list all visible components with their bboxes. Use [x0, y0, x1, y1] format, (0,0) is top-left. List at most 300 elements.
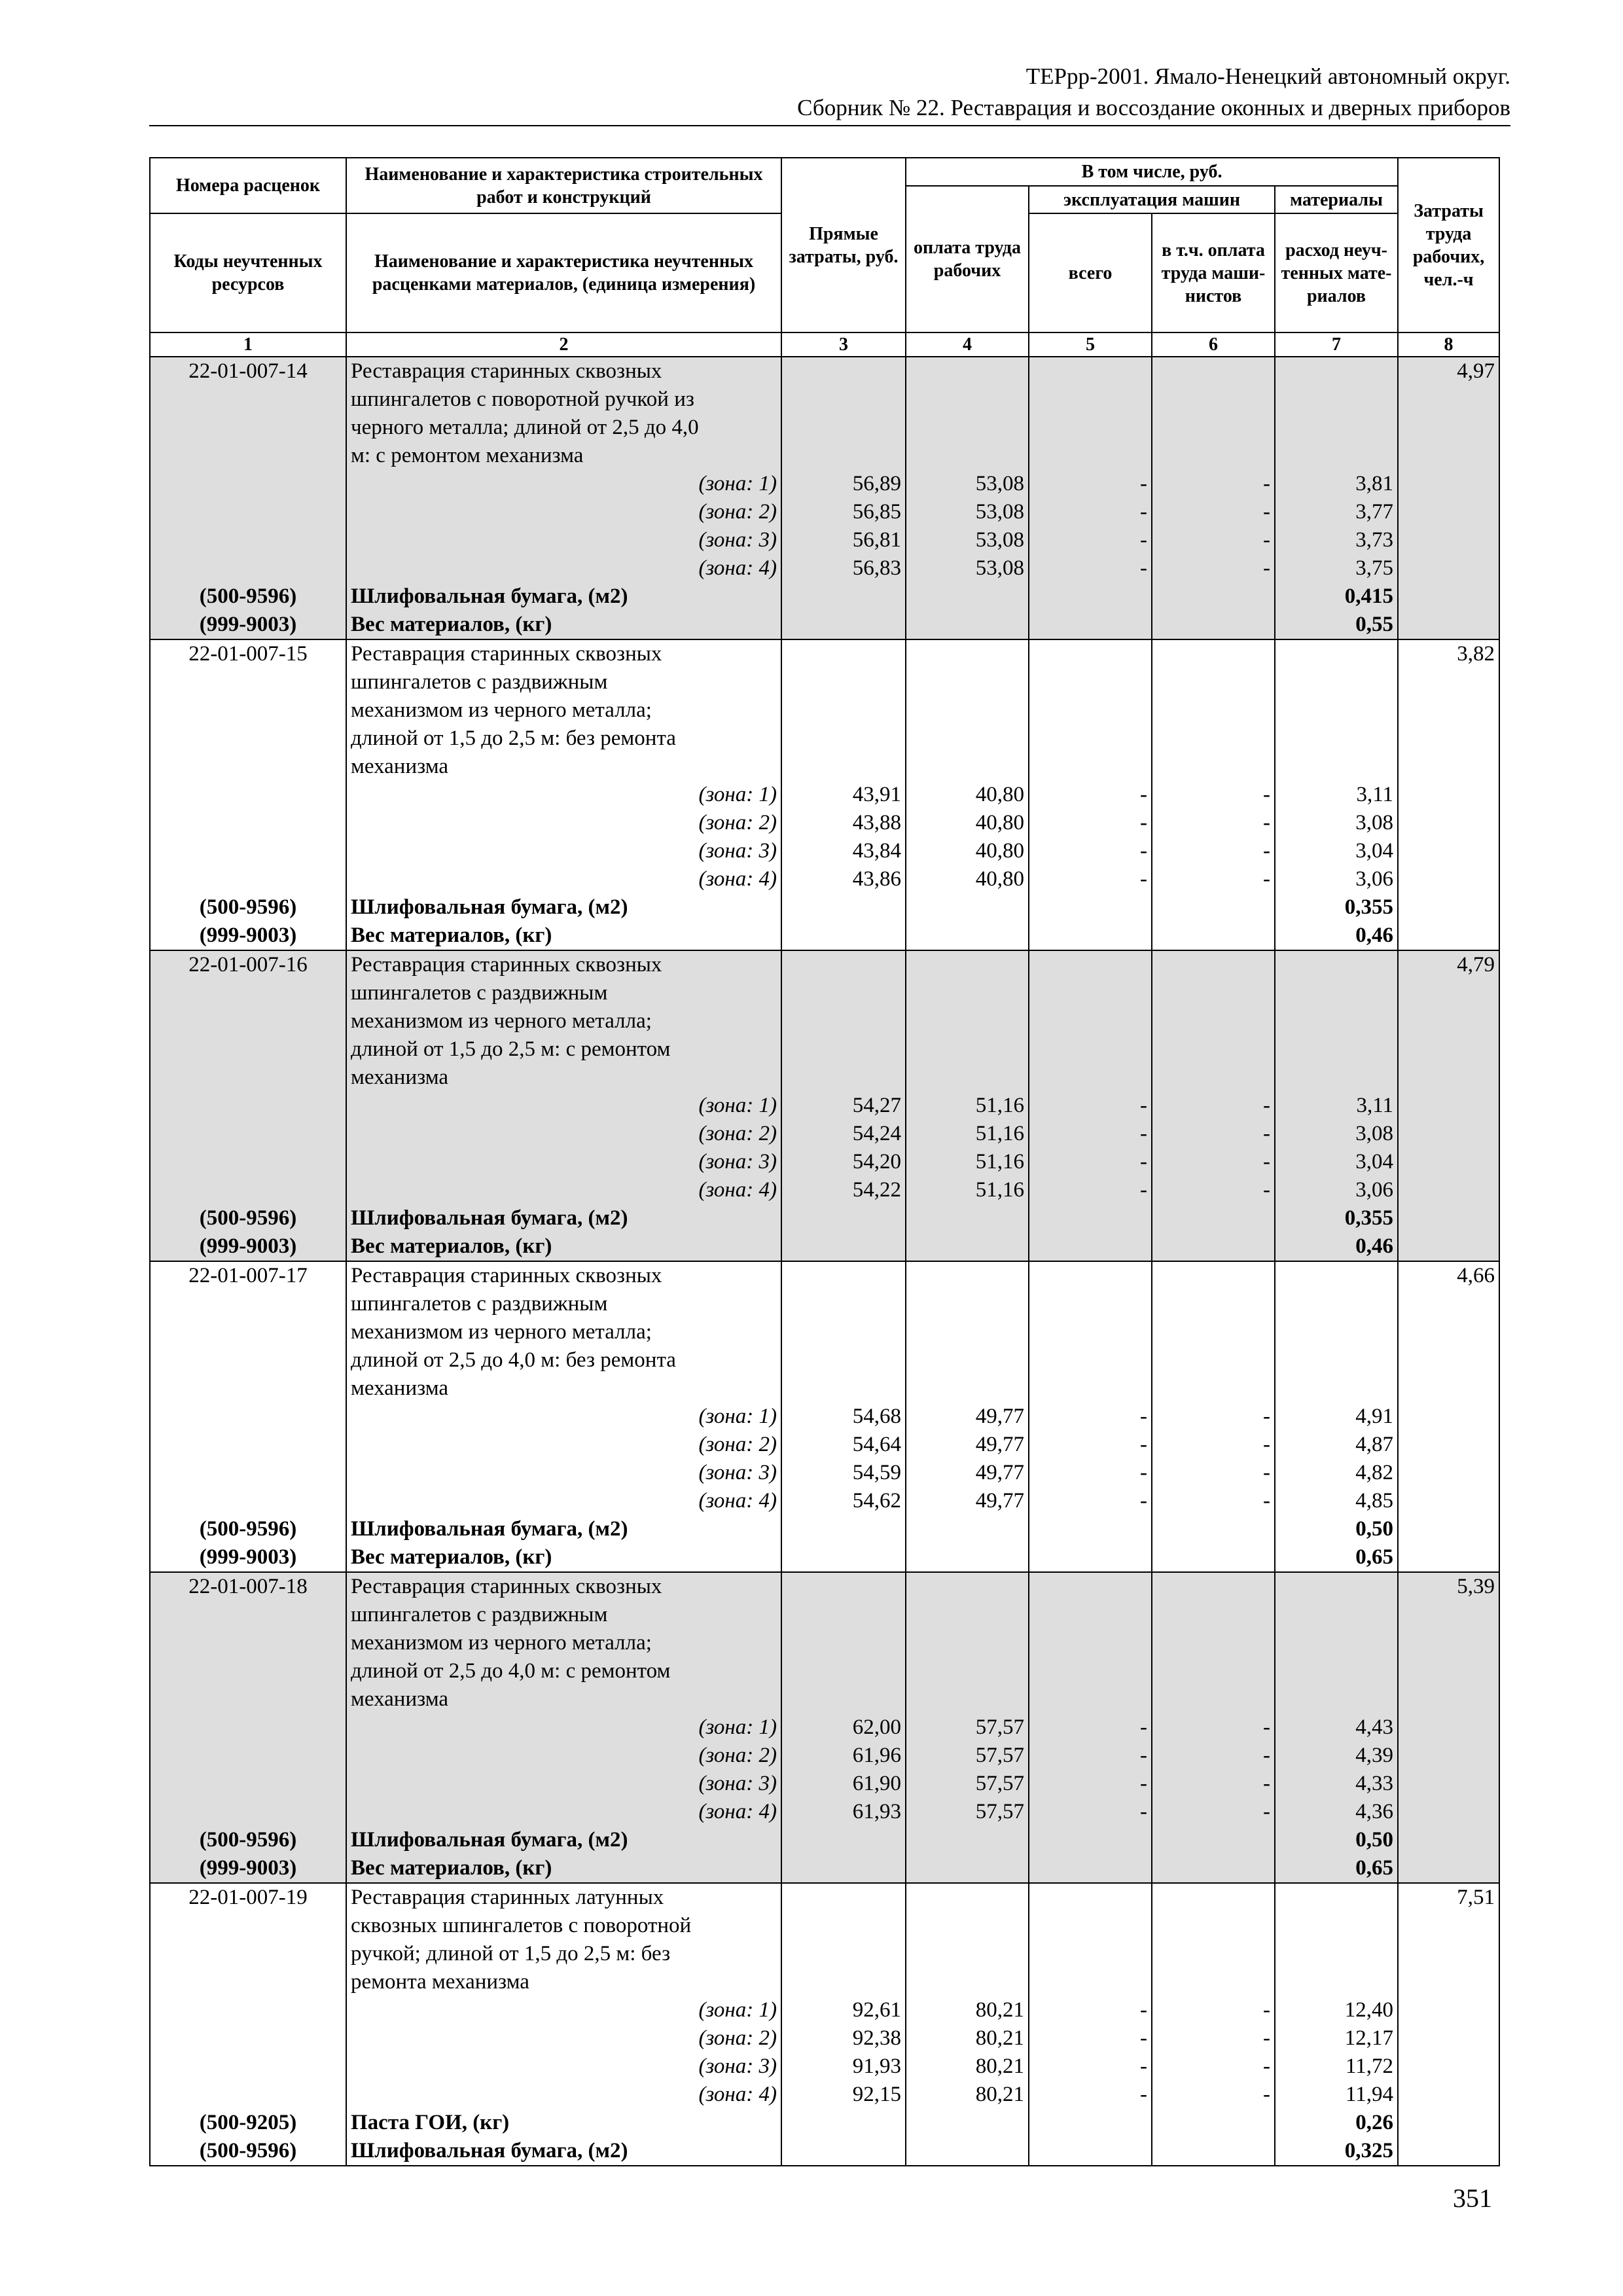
resource-consumption: 0,50: [1275, 1515, 1398, 1543]
empty-cell: [906, 668, 1029, 696]
rate-code: [150, 1685, 346, 1713]
rate-code: [150, 1657, 346, 1685]
rate-code: [150, 442, 346, 470]
empty-cell: [150, 1487, 346, 1515]
direct-costs: 61,93: [781, 1798, 906, 1826]
empty-cell: [150, 1431, 346, 1459]
materials-cost: 4,33: [1275, 1770, 1398, 1798]
empty-cell: [1152, 1204, 1275, 1232]
empty-cell: [781, 1374, 906, 1403]
col-number: 2: [346, 332, 781, 357]
empty-cell: [1398, 554, 1499, 583]
machines-total: -: [1029, 1403, 1152, 1431]
empty-cell: [1398, 1515, 1499, 1543]
zone-label: (зона: 2): [346, 498, 781, 526]
labor-costs: 4,79: [1398, 950, 1499, 979]
zone-price-row: [150, 1459, 1499, 1487]
rate-code: [150, 1035, 346, 1064]
empty-cell: [150, 1176, 346, 1204]
empty-cell: [1152, 611, 1275, 639]
empty-cell: [150, 1798, 346, 1826]
labor-costs: [1398, 386, 1499, 414]
rate-name-line: длиной от 2,5 до 4,0 м: с ремонтом: [346, 1657, 781, 1685]
empty-cell: [781, 725, 906, 753]
empty-cell: [781, 1968, 906, 1996]
empty-cell: [1398, 809, 1499, 837]
empty-cell: [781, 1854, 906, 1883]
materials-cost: 3,75: [1275, 554, 1398, 583]
zone-label: (зона: 1): [346, 1092, 781, 1120]
empty-cell: [1275, 1940, 1398, 1968]
empty-cell: [1152, 1261, 1275, 1290]
machines-total: -: [1029, 1798, 1152, 1826]
empty-cell: [1275, 1685, 1398, 1713]
empty-cell: [1152, 414, 1275, 442]
machinist-pay: -: [1152, 470, 1275, 498]
empty-cell: [1029, 1346, 1152, 1374]
direct-costs: 43,88: [781, 809, 906, 837]
empty-cell: [1152, 1685, 1275, 1713]
machines-total: -: [1029, 1459, 1152, 1487]
empty-cell: [906, 357, 1029, 386]
empty-cell: [781, 611, 906, 639]
labor-costs: 4,66: [1398, 1261, 1499, 1290]
materials-cost: 3,11: [1275, 1092, 1398, 1120]
zone-price-row: [150, 470, 1499, 498]
zone-price-row: [150, 1487, 1499, 1515]
empty-cell: [781, 442, 906, 470]
empty-cell: [150, 1092, 346, 1120]
rate-code: [150, 753, 346, 781]
empty-cell: [1275, 696, 1398, 725]
rate-name-line: сквозных шпингалетов с поворотной: [346, 1912, 781, 1940]
zone-label: (зона: 2): [346, 809, 781, 837]
labor-pay: 40,80: [906, 781, 1029, 809]
labor-costs: [1398, 1629, 1499, 1657]
resource-name: Шлифовальная бумага, (м2): [346, 1204, 781, 1232]
empty-cell: [1029, 1601, 1152, 1629]
rate-code: [150, 1940, 346, 1968]
zone-label: (зона: 3): [346, 526, 781, 554]
resource-name: Шлифовальная бумага, (м2): [346, 1826, 781, 1854]
empty-cell: [781, 1912, 906, 1940]
empty-cell: [1152, 725, 1275, 753]
rate-title-continuation-row: [150, 725, 1499, 753]
labor-costs: [1398, 725, 1499, 753]
labor-costs: [1398, 1940, 1499, 1968]
unaccounted-resource-row: [150, 1826, 1499, 1854]
empty-cell: [1029, 1826, 1152, 1854]
empty-cell: [906, 1374, 1029, 1403]
empty-cell: [1029, 1064, 1152, 1092]
empty-cell: [1398, 1798, 1499, 1826]
direct-costs: 56,85: [781, 498, 906, 526]
rate-code: 22-01-007-16: [150, 950, 346, 979]
rate-code: [150, 1374, 346, 1403]
labor-pay: 80,21: [906, 1996, 1029, 2024]
empty-cell: [781, 1007, 906, 1035]
zone-price-row: [150, 1120, 1499, 1148]
machines-total: -: [1029, 2024, 1152, 2053]
rate-name-line: Реставрация старинных латунных: [346, 1883, 781, 1912]
empty-cell: [906, 1854, 1029, 1883]
empty-cell: [1152, 1629, 1275, 1657]
empty-cell: [906, 1318, 1029, 1346]
th-rate-numbers: Номера расценок: [150, 158, 346, 213]
direct-costs: 43,86: [781, 865, 906, 893]
empty-cell: [906, 1968, 1029, 1996]
zone-label: (зона: 3): [346, 1770, 781, 1798]
unaccounted-resource-row: [150, 1515, 1499, 1543]
unaccounted-resource-row: [150, 583, 1499, 611]
rate-title-continuation-row: [150, 386, 1499, 414]
unaccounted-resource-row: [150, 1854, 1499, 1883]
rate-name-line: длиной от 1,5 до 2,5 м: с ремонтом: [346, 1035, 781, 1064]
direct-costs: 54,68: [781, 1403, 906, 1431]
rate-code: [150, 1912, 346, 1940]
rate-name-line: механизма: [346, 1064, 781, 1092]
empty-cell: [1275, 725, 1398, 753]
direct-costs: 43,84: [781, 837, 906, 865]
labor-pay: 49,77: [906, 1431, 1029, 1459]
empty-cell: [1398, 865, 1499, 893]
resource-consumption: 0,55: [1275, 611, 1398, 639]
empty-cell: [1398, 1854, 1499, 1883]
machinist-pay: -: [1152, 2081, 1275, 2109]
empty-cell: [1152, 1064, 1275, 1092]
rate-title-continuation-row: [150, 1912, 1499, 1940]
rate-title-continuation-row: [150, 1007, 1499, 1035]
empty-cell: [781, 1290, 906, 1318]
labor-costs: [1398, 696, 1499, 725]
zone-price-row: [150, 809, 1499, 837]
rate-title-row: [150, 1261, 1499, 1290]
running-header-title: ТЕРрр-2001. Ямало-Ненецкий автономный округ.: [1026, 63, 1510, 89]
empty-cell: [1029, 922, 1152, 950]
empty-cell: [1029, 893, 1152, 922]
empty-cell: [781, 1685, 906, 1713]
empty-cell: [1398, 1742, 1499, 1770]
machines-total: -: [1029, 1742, 1152, 1770]
unaccounted-resource-row: [150, 1232, 1499, 1261]
th-machine-operation: эксплуатация машин: [1029, 186, 1275, 213]
direct-costs: 43,91: [781, 781, 906, 809]
empty-cell: [1152, 1035, 1275, 1064]
zone-label: (зона: 4): [346, 1176, 781, 1204]
empty-cell: [781, 1572, 906, 1601]
machinist-pay: -: [1152, 1403, 1275, 1431]
rate-title-continuation-row: [150, 979, 1499, 1007]
resource-consumption: 0,355: [1275, 893, 1398, 922]
empty-cell: [1152, 696, 1275, 725]
resource-name: Паста ГОИ, (кг): [346, 2109, 781, 2137]
empty-cell: [781, 2109, 906, 2137]
zone-label: (зона: 3): [346, 2053, 781, 2081]
machinist-pay: -: [1152, 1176, 1275, 1204]
materials-cost: 3,06: [1275, 865, 1398, 893]
empty-cell: [906, 1543, 1029, 1572]
empty-cell: [781, 1940, 906, 1968]
zone-price-row: [150, 1798, 1499, 1826]
labor-pay: 57,57: [906, 1742, 1029, 1770]
empty-cell: [781, 668, 906, 696]
empty-cell: [1152, 979, 1275, 1007]
resource-name: Шлифовальная бумага, (м2): [346, 893, 781, 922]
empty-cell: [1152, 753, 1275, 781]
empty-cell: [906, 1912, 1029, 1940]
rate-title-continuation-row: [150, 1601, 1499, 1629]
empty-cell: [1152, 1318, 1275, 1346]
empty-cell: [1152, 1290, 1275, 1318]
resource-name: Вес материалов, (кг): [346, 922, 781, 950]
empty-cell: [906, 1685, 1029, 1713]
resource-consumption: 0,65: [1275, 1543, 1398, 1572]
empty-cell: [906, 1290, 1029, 1318]
empty-cell: [906, 1515, 1029, 1543]
labor-costs: [1398, 979, 1499, 1007]
resource-code: (999-9003): [150, 611, 346, 639]
empty-cell: [1152, 1572, 1275, 1601]
empty-cell: [150, 2024, 346, 2053]
labor-costs: 7,51: [1398, 1883, 1499, 1912]
empty-cell: [1398, 1176, 1499, 1204]
empty-cell: [906, 1629, 1029, 1657]
labor-costs: [1398, 753, 1499, 781]
machines-total: -: [1029, 1431, 1152, 1459]
empty-cell: [906, 922, 1029, 950]
rate-code: [150, 1290, 346, 1318]
zone-price-row: [150, 1996, 1499, 2024]
empty-cell: [150, 498, 346, 526]
empty-cell: [1152, 1854, 1275, 1883]
empty-cell: [1029, 1854, 1152, 1883]
empty-cell: [781, 1515, 906, 1543]
empty-cell: [1275, 1968, 1398, 1996]
rate-code: [150, 386, 346, 414]
empty-cell: [906, 1064, 1029, 1092]
empty-cell: [1029, 725, 1152, 753]
materials-cost: 4,43: [1275, 1713, 1398, 1742]
empty-cell: [1029, 1035, 1152, 1064]
empty-cell: [1029, 1204, 1152, 1232]
th-codes: Коды неучтенных ресурсов: [150, 213, 346, 332]
resource-name: Вес материалов, (кг): [346, 1543, 781, 1572]
direct-costs: 54,22: [781, 1176, 906, 1204]
rate-name-line: шпингалетов с раздвижным: [346, 979, 781, 1007]
labor-pay: 49,77: [906, 1459, 1029, 1487]
th-materials: материалы: [1275, 186, 1398, 213]
empty-cell: [1152, 1232, 1275, 1261]
empty-cell: [906, 2137, 1029, 2166]
machines-total: -: [1029, 1996, 1152, 2024]
rate-name-line: м: с ремонтом механизма: [346, 442, 781, 470]
empty-cell: [781, 1204, 906, 1232]
rate-title-row: [150, 1883, 1499, 1912]
empty-cell: [781, 1543, 906, 1572]
empty-cell: [906, 1572, 1029, 1601]
rate-code: [150, 979, 346, 1007]
empty-cell: [781, 2137, 906, 2166]
rate-title-continuation-row: [150, 414, 1499, 442]
empty-cell: [781, 696, 906, 725]
materials-cost: 3,73: [1275, 526, 1398, 554]
empty-cell: [781, 893, 906, 922]
labor-costs: [1398, 1035, 1499, 1064]
direct-costs: 54,24: [781, 1120, 906, 1148]
empty-cell: [1398, 498, 1499, 526]
empty-cell: [1275, 950, 1398, 979]
zone-price-row: [150, 554, 1499, 583]
labor-costs: [1398, 414, 1499, 442]
labor-pay: 57,57: [906, 1770, 1029, 1798]
materials-cost: 3,08: [1275, 1120, 1398, 1148]
machinist-pay: -: [1152, 1487, 1275, 1515]
empty-cell: [1152, 1968, 1275, 1996]
materials-cost: 3,08: [1275, 809, 1398, 837]
resource-code: (500-9596): [150, 583, 346, 611]
labor-costs: [1398, 1912, 1499, 1940]
empty-cell: [1152, 1374, 1275, 1403]
materials-cost: 3,11: [1275, 781, 1398, 809]
rate-code: [150, 668, 346, 696]
machinist-pay: -: [1152, 1770, 1275, 1798]
empty-cell: [1275, 1346, 1398, 1374]
rate-title-continuation-row: [150, 1629, 1499, 1657]
th-labor-pay: оплата труда рабочих: [906, 186, 1029, 332]
zone-label: (зона: 1): [346, 1996, 781, 2024]
empty-cell: [906, 2109, 1029, 2137]
empty-cell: [1029, 950, 1152, 979]
empty-cell: [1152, 1940, 1275, 1968]
rate-title-row: [150, 639, 1499, 668]
rate-name-line: механизма: [346, 1685, 781, 1713]
empty-cell: [1029, 1968, 1152, 1996]
col-number: 3: [781, 332, 906, 357]
zone-price-row: [150, 1742, 1499, 1770]
rate-name-line: механизма: [346, 1374, 781, 1403]
direct-costs: 54,27: [781, 1092, 906, 1120]
labor-costs: [1398, 1007, 1499, 1035]
empty-cell: [906, 1657, 1029, 1685]
machinist-pay: -: [1152, 865, 1275, 893]
zone-label: (зона: 3): [346, 1459, 781, 1487]
zone-price-row: [150, 1176, 1499, 1204]
empty-cell: [150, 1459, 346, 1487]
empty-cell: [150, 1770, 346, 1798]
rate-code: [150, 1318, 346, 1346]
col-number: 8: [1398, 332, 1499, 357]
empty-cell: [781, 1064, 906, 1092]
th-unaccounted-materials: расход неуч-тенных мате-риалов: [1275, 213, 1398, 332]
direct-costs: 91,93: [781, 2053, 906, 2081]
rate-code: [150, 1968, 346, 1996]
zone-label: (зона: 2): [346, 1120, 781, 1148]
empty-cell: [781, 386, 906, 414]
empty-cell: [1029, 1685, 1152, 1713]
zone-label: (зона: 1): [346, 470, 781, 498]
machines-total: -: [1029, 1092, 1152, 1120]
empty-cell: [781, 1629, 906, 1657]
rate-name-line: Реставрация старинных сквозных: [346, 1261, 781, 1290]
empty-cell: [1152, 442, 1275, 470]
empty-cell: [781, 1826, 906, 1854]
labor-pay: 57,57: [906, 1713, 1029, 1742]
empty-cell: [1029, 611, 1152, 639]
zone-label: (зона: 1): [346, 1403, 781, 1431]
labor-costs: [1398, 1064, 1499, 1092]
empty-cell: [1029, 414, 1152, 442]
rate-code: [150, 1007, 346, 1035]
materials-cost: 12,17: [1275, 2024, 1398, 2053]
resource-name: Шлифовальная бумага, (м2): [346, 583, 781, 611]
zone-price-row: [150, 2081, 1499, 2109]
empty-cell: [781, 1035, 906, 1064]
empty-cell: [1029, 1007, 1152, 1035]
empty-cell: [1029, 386, 1152, 414]
empty-cell: [1398, 1431, 1499, 1459]
zone-label: (зона: 2): [346, 1431, 781, 1459]
labor-costs: [1398, 1374, 1499, 1403]
empty-cell: [906, 1826, 1029, 1854]
rate-title-continuation-row: [150, 1374, 1499, 1403]
zone-label: (зона: 1): [346, 1713, 781, 1742]
rate-name-line: ремонта механизма: [346, 1968, 781, 1996]
empty-cell: [906, 1035, 1029, 1064]
zone-price-row: [150, 1092, 1499, 1120]
empty-cell: [1029, 1912, 1152, 1940]
rate-name-line: шпингалетов с раздвижным: [346, 1601, 781, 1629]
empty-cell: [906, 979, 1029, 1007]
empty-cell: [1029, 583, 1152, 611]
empty-cell: [1152, 1515, 1275, 1543]
th-work-name: Наименование и характеристика строительных работ и конструкций: [346, 158, 781, 213]
labor-pay: 51,16: [906, 1148, 1029, 1176]
empty-cell: [1398, 837, 1499, 865]
machinist-pay: -: [1152, 2024, 1275, 2053]
rate-name-line: черного металла; длиной от 2,5 до 4,0: [346, 414, 781, 442]
machinist-pay: -: [1152, 1431, 1275, 1459]
direct-costs: 54,62: [781, 1487, 906, 1515]
empty-cell: [906, 1007, 1029, 1035]
empty-cell: [150, 1713, 346, 1742]
materials-cost: 4,91: [1275, 1403, 1398, 1431]
empty-cell: [906, 1204, 1029, 1232]
empty-cell: [1398, 526, 1499, 554]
empty-cell: [781, 639, 906, 668]
machines-total: -: [1029, 2053, 1152, 2081]
empty-cell: [1152, 1543, 1275, 1572]
rate-name-line: Реставрация старинных сквозных: [346, 1572, 781, 1601]
empty-cell: [1398, 1232, 1499, 1261]
empty-cell: [1398, 1092, 1499, 1120]
empty-cell: [906, 753, 1029, 781]
labor-costs: 3,82: [1398, 639, 1499, 668]
empty-cell: [150, 781, 346, 809]
materials-cost: 3,06: [1275, 1176, 1398, 1204]
empty-cell: [1275, 1290, 1398, 1318]
labor-costs: [1398, 1346, 1499, 1374]
resource-code: (500-9596): [150, 2137, 346, 2166]
unaccounted-resource-row: [150, 1204, 1499, 1232]
empty-cell: [1275, 753, 1398, 781]
rate-title-continuation-row: [150, 1968, 1499, 1996]
labor-costs: [1398, 1685, 1499, 1713]
empty-cell: [906, 1232, 1029, 1261]
empty-cell: [150, 470, 346, 498]
empty-cell: [906, 1601, 1029, 1629]
empty-cell: [781, 583, 906, 611]
machines-total: -: [1029, 554, 1152, 583]
